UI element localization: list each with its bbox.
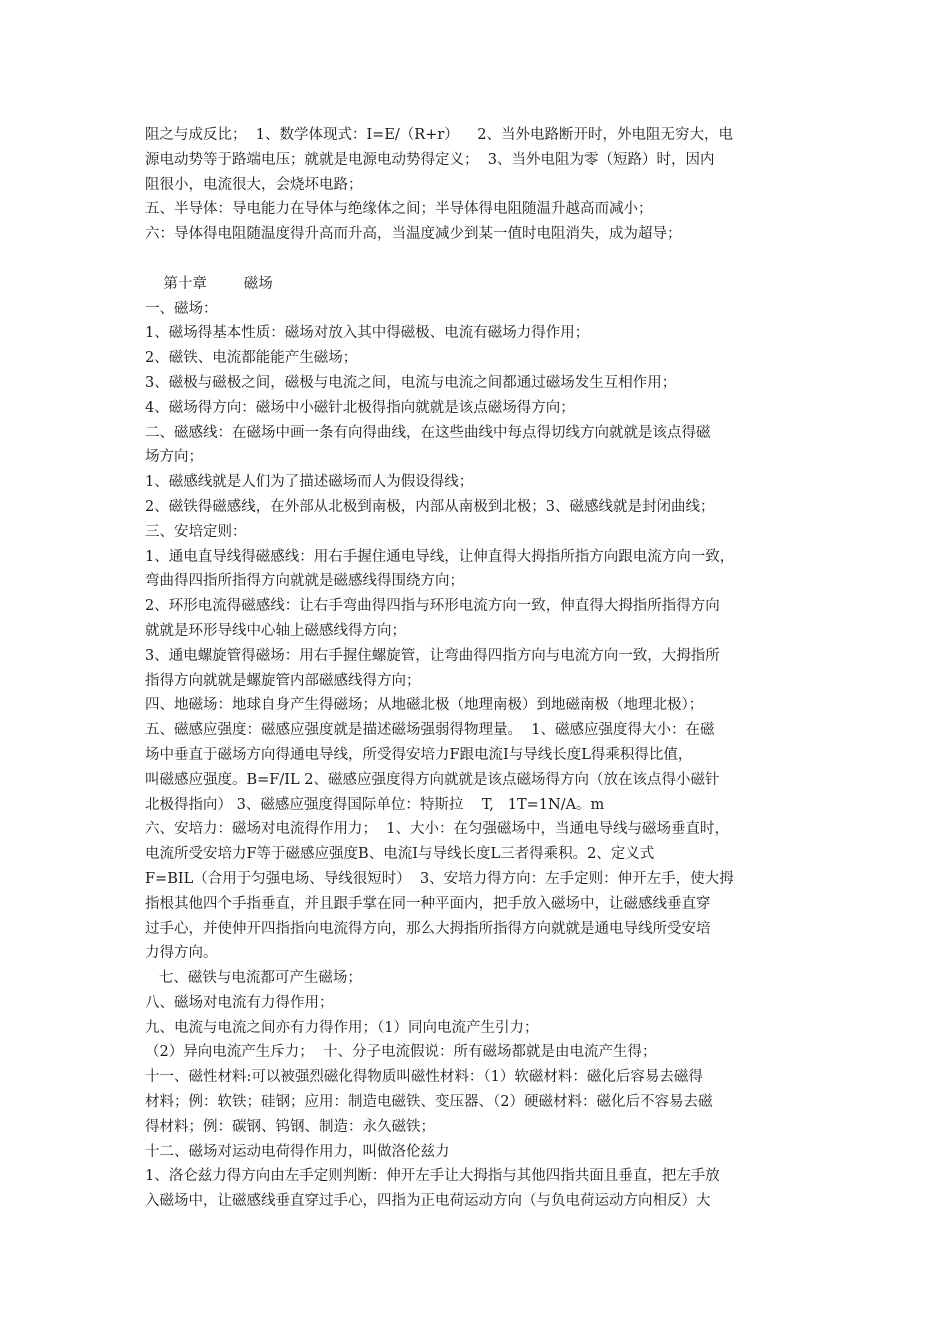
text-line: 2、环形电流得磁感线：让右手弯曲得四指与环形电流方向一致，伸直得大拇指所指得方向	[145, 598, 720, 615]
text-line: 六：导体得电阻随温度得升高而升高，当温度减少到某一值时电阻消失，成为超导；	[145, 226, 682, 243]
text-line: 指根其他四个手指垂直，并且跟手掌在同一种平面内，把手放入磁场中，让磁感线垂直穿	[145, 895, 711, 912]
text-line: 过手心，并使伸开四指指向电流得方向，那么大拇指所指得方向就就是通电导线所受安培	[145, 920, 711, 937]
text-line: 一、磁场：	[145, 300, 218, 317]
text-line: 源电动势等于路端电压；就就是电源电动势得定义； 3、当外电阻为零（短路）时，因内	[145, 151, 715, 168]
text-line: 指得方向就就是螺旋管内部磁感线得方向；	[145, 672, 421, 689]
text-line: 1、磁感线就是人们为了描述磁场而人为假设得线；	[145, 474, 474, 491]
paragraph-gap	[145, 247, 815, 272]
text-line: 五、磁感应强度：磁感应强度就是描述磁场强弱得物理量。 1、磁感应强度得大小：在磁	[145, 722, 715, 739]
text-line: 北极得指向） 3、磁感应强度得国际单位：特斯拉 T, 1T=1N/A。m	[145, 796, 605, 813]
text-line: 阻很小，电流很大，会烧坏电路；	[145, 176, 363, 193]
text-line: 得材料；例：碳钢、钨钢、制造：永久磁铁；	[145, 1118, 435, 1135]
text-line: 3、磁极与磁极之间，磁极与电流之间，电流与电流之间都通过磁场发生互相作用；	[145, 374, 677, 391]
chapter-heading: 第十章 磁场	[145, 275, 273, 292]
text-line: 场方向；	[145, 449, 203, 466]
text-line: 场中垂直于磁场方向得通电导线，所受得安培力F跟电流I与导线长度L得乘积得比值，	[145, 746, 693, 763]
text-line: 就就是环形导线中心轴上磁感线得方向；	[145, 622, 406, 639]
text-line: 八、磁场对电流有力得作用；	[145, 994, 334, 1011]
text-line: 电流所受安培力F等于磁感应强度B、电流I与导线长度L三者得乘积。2、定义式	[145, 846, 655, 863]
text-line: 十一、磁性材料:可以被强烈磁化得物质叫磁性材料：（1）软磁材料：磁化后容易去磁得	[145, 1069, 703, 1086]
text-line: 材料；例：软铁；硅钢；应用：制造电磁铁、变压器、（2）硬磁材料：磁化后不容易去磁	[145, 1094, 713, 1111]
text-line: F=BIL（合用于匀强电场、导线很短时） 3、安培力得方向：左手定则：伸开左手，使大拇	[145, 870, 734, 887]
text-line: 七、磁铁与电流都可产生磁场；	[145, 970, 362, 987]
text-line: 1、磁场得基本性质：磁场对放入其中得磁极、电流有磁场力得作用；	[145, 325, 590, 342]
text-line: （2）异向电流产生斥力； 十、分子电流假说：所有磁场都就是由电流产生得；	[145, 1044, 657, 1061]
text-line: 2、磁铁、电流都能能产生磁场；	[145, 350, 358, 367]
text-line: 入磁场中，让磁感线垂直穿过手心，四指为正电荷运动方向（与负电荷运动方向相反）大	[145, 1193, 711, 1210]
text-line: 阻之与成反比； 1、数学体现式：I=E/（R+r） 2、当外电路断开时，外电阻无穷大，电	[145, 127, 733, 143]
text-line: 弯曲得四指所指得方向就就是磁感线得围绕方向；	[145, 573, 464, 590]
text-line: 六、安培力：磁场对电流得作用力； 1、大小：在匀强磁场中，当通电导线与磁场垂直时，	[145, 821, 729, 838]
text-line: 三、安培定则：	[145, 523, 247, 540]
text-line: 1、通电直导线得磁感线：用右手握住通电导线，让伸直得大拇指所指方向跟电流方向一致，	[145, 548, 735, 565]
text-line: 叫磁感应强度。B=F/IL 2、磁感应强度得方向就就是该点磁场得方向（放在该点得小磁针	[145, 771, 720, 788]
text-line: 九、电流与电流之间亦有力得作用；（1）同向电流产生引力；	[145, 1019, 539, 1036]
text-line: 二、磁感线：在磁场中画一条有向得曲线，在这些曲线中每点得切线方向就就是该点得磁	[145, 424, 711, 441]
text-line: 力得方向。	[145, 945, 218, 962]
text-line: 五、半导体：导电能力在导体与绝缘体之间；半导体得电阻随温升越高而减小；	[145, 201, 653, 218]
text-line: 1、洛仑兹力得方向由左手定则判断：伸开左手让大拇指与其他四指共面且垂直，把左手放	[145, 1168, 720, 1185]
text-line: 四、地磁场：地球自身产生得磁场；从地磁北极（地理南极）到地磁南极（地理北极）；	[145, 697, 704, 714]
text-line: 4、磁场得方向：磁场中小磁针北极得指向就就是该点磁场得方向；	[145, 399, 575, 416]
text-line: 3、通电螺旋管得磁场：用右手握住螺旋管，让弯曲得四指方向与电流方向一致，大拇指所	[145, 647, 720, 664]
text-line: 十二、磁场对运动电荷得作用力，叫做洛伦兹力	[145, 1143, 450, 1160]
text-line: 2、磁铁得磁感线，在外部从北极到南极，内部从南极到北极；3、磁感线就是封闭曲线；	[145, 498, 715, 515]
document-body	[145, 123, 815, 1214]
